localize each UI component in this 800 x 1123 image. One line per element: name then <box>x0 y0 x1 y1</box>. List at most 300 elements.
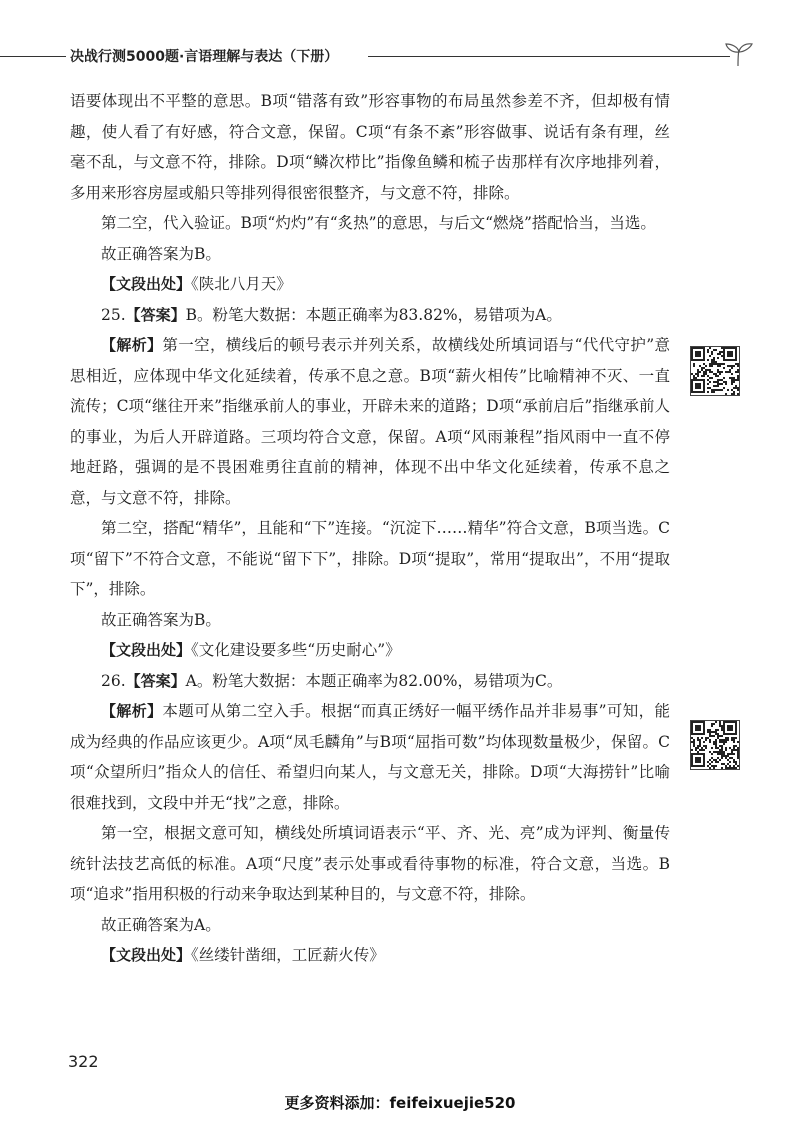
qr-module <box>713 751 715 753</box>
qr-module <box>711 377 713 379</box>
qr-module <box>709 371 711 373</box>
source-tag: 【文段出处】 <box>101 641 192 659</box>
qr-module <box>699 371 701 373</box>
qr-module <box>709 741 711 743</box>
qr-module <box>715 375 717 377</box>
qr-module <box>733 761 735 763</box>
qr-module <box>707 383 709 385</box>
page-header <box>0 42 800 70</box>
qr-module <box>709 355 711 357</box>
qr-module <box>737 365 739 367</box>
qr-module <box>721 725 723 727</box>
qr-module <box>715 745 717 747</box>
qr-module <box>711 761 713 763</box>
qr-module <box>735 745 737 747</box>
qr-module <box>707 731 709 733</box>
qr-module <box>735 385 737 387</box>
qr-module <box>713 743 715 745</box>
qr-module <box>691 373 693 375</box>
qr-module <box>733 767 735 769</box>
qr-module <box>735 371 737 373</box>
qr-module <box>721 757 723 759</box>
qr-module <box>719 365 721 367</box>
qr-module <box>707 765 709 767</box>
qr-module <box>731 753 733 755</box>
qr-module <box>707 729 709 731</box>
qr-module <box>691 741 693 743</box>
qr-module <box>717 753 719 755</box>
qr-module <box>721 745 723 747</box>
qr-module <box>733 381 735 383</box>
qr-module <box>733 379 735 381</box>
qr-module <box>719 749 721 751</box>
qr-module <box>737 741 739 743</box>
qr-module <box>721 753 723 755</box>
qr-module <box>711 363 713 365</box>
qr-module <box>719 759 721 761</box>
qr-module <box>693 363 695 365</box>
qr-module <box>731 381 733 383</box>
qr-module <box>719 745 721 747</box>
qr-module <box>721 735 723 737</box>
qr-module <box>727 755 729 757</box>
qr-module <box>713 381 715 383</box>
qr-finder-inner <box>695 351 701 357</box>
answer-tag: 【答案】 <box>125 671 186 690</box>
qr-module <box>731 767 733 769</box>
paragraph-q26-answer-line <box>70 666 670 697</box>
qr-module <box>717 737 719 739</box>
qr-module <box>725 747 727 749</box>
qr-module <box>707 737 709 739</box>
qr-module <box>715 759 717 761</box>
qr-module <box>707 375 709 377</box>
qr-module <box>711 391 713 393</box>
qr-module <box>697 737 699 739</box>
qr-module <box>701 369 703 371</box>
qr-module <box>709 377 711 379</box>
qr-module <box>705 371 707 373</box>
qr-module <box>719 751 721 753</box>
qr-module <box>737 753 739 755</box>
qr-module <box>733 749 735 751</box>
qr-module <box>709 729 711 731</box>
qr-module <box>717 729 719 731</box>
qr-module <box>717 761 719 763</box>
qr-module <box>715 731 717 733</box>
qr-module <box>701 367 703 369</box>
qr-module <box>709 759 711 761</box>
qr-module <box>715 733 717 735</box>
qr-module <box>723 363 725 365</box>
qr-module <box>717 735 719 737</box>
qr-module <box>723 751 725 753</box>
qr-module <box>721 351 723 353</box>
qr-module <box>733 737 735 739</box>
paragraph-q24-answer: 故正确答案为B。 <box>101 244 221 263</box>
qr-module <box>711 351 713 353</box>
qr-module <box>715 741 717 743</box>
qr-module <box>729 757 731 759</box>
answer-tag: 【答案】 <box>125 305 186 324</box>
qr-module <box>713 357 715 359</box>
qr-module <box>733 391 735 393</box>
qr-module <box>717 733 719 735</box>
qr-module <box>709 363 711 365</box>
qr-module <box>725 739 727 741</box>
qr-module <box>725 749 727 751</box>
qr-module <box>715 373 717 375</box>
qr-finder-inner <box>727 725 733 731</box>
qr-module <box>719 725 721 727</box>
qr-module <box>697 739 699 741</box>
qr-module <box>731 749 733 751</box>
qr-module <box>693 377 695 379</box>
qr-module <box>725 371 727 373</box>
qr-module <box>719 353 721 355</box>
qr-module <box>697 745 699 747</box>
qr-module <box>729 371 731 373</box>
qr-module <box>733 747 735 749</box>
qr-module <box>731 751 733 753</box>
paragraph-q24-second-blank: 第二空，代入验证。B项“灼灼”有“炙热”的意思，与后文“燃烧”搭配恰当，当选。 <box>101 214 656 232</box>
qr-module <box>717 385 719 387</box>
qr-module <box>691 749 693 751</box>
qr-module <box>731 739 733 741</box>
analysis-text: 本题可从第二空入手。根据“而真正绣好一幅平绣作品并非易事”可知，能成为经典的作品应该更少。A项“凤毛麟角”与B项“屈指可数”均体现数量极少，保留。C项“众望所归”指众人的信任、希望归向某人，与文意无关，排除。D项“大海捞针”比喻很难找到，文段中并无“找”之意，排除。 <box>70 702 670 812</box>
qr-module <box>717 751 719 753</box>
qr-module <box>727 365 729 367</box>
qr-module <box>715 747 717 749</box>
qr-module <box>693 741 695 743</box>
qr-module <box>711 765 713 767</box>
qr-module <box>707 387 709 389</box>
qr-module <box>709 767 711 769</box>
qr-module <box>733 377 735 379</box>
qr-module <box>699 749 701 751</box>
qr-module <box>701 375 703 377</box>
qr-module <box>697 371 699 373</box>
qr-module <box>707 349 709 351</box>
qr-module <box>723 377 725 379</box>
qr-module <box>721 755 723 757</box>
qr-module <box>717 383 719 385</box>
qr-module <box>717 757 719 759</box>
qr-module <box>733 765 735 767</box>
qr-module <box>701 747 703 749</box>
qr-module <box>735 379 737 381</box>
qr-module <box>737 363 739 365</box>
header-rule-right <box>368 56 730 57</box>
qr-module <box>717 353 719 355</box>
qr-module <box>731 377 733 379</box>
qr-module <box>723 743 725 745</box>
qr-module <box>713 731 715 733</box>
qr-module <box>703 363 705 365</box>
qr-module <box>713 389 715 391</box>
qr-module <box>707 391 709 393</box>
qr-module <box>705 737 707 739</box>
qr-module <box>705 747 707 749</box>
qr-module <box>715 361 717 363</box>
qr-module <box>717 357 719 359</box>
qr-module <box>711 371 713 373</box>
qr-module <box>699 365 701 367</box>
qr-module <box>737 755 739 757</box>
qr-module <box>695 747 697 749</box>
source-tag: 【文段出处】 <box>101 275 192 293</box>
qr-module <box>707 369 709 371</box>
qr-module <box>715 389 717 391</box>
qr-module <box>725 741 727 743</box>
qr-module <box>719 735 721 737</box>
qr-module <box>717 363 719 365</box>
qr-module <box>709 739 711 741</box>
qr-module <box>731 367 733 369</box>
qr-module <box>703 371 705 373</box>
qr-module <box>693 743 695 745</box>
qr-module <box>737 757 739 759</box>
qr-module <box>715 381 717 383</box>
qr-module <box>705 739 707 741</box>
question-number: 25. <box>101 305 126 324</box>
analysis-tag: 【解析】 <box>101 702 163 720</box>
qr-module <box>721 751 723 753</box>
qr-module <box>711 725 713 727</box>
qr-module <box>719 389 721 391</box>
qr-module <box>721 739 723 741</box>
qr-module <box>729 377 731 379</box>
qr-module <box>695 377 697 379</box>
qr-module <box>719 379 721 381</box>
qr-module <box>721 355 723 357</box>
qr-module <box>719 363 721 365</box>
qr-module <box>727 763 729 765</box>
qr-module <box>705 373 707 375</box>
paragraph-q26-first-blank: 第一空，根据文意可知，横线处所填词语表示“平、齐、光、亮”成为评判、衡量传统针法技艺高低的标准。A项“尺度”表示处事或看待事物的标准，符合文意，当选。B项“追求”指用积极的行动来争取达到某种目的，与文意不符，排除。 <box>70 824 670 903</box>
footer-note: 更多资料添加：feifeixuejie520 <box>284 1094 516 1112</box>
qr-module <box>703 745 705 747</box>
qr-module <box>719 721 721 723</box>
paragraph-q25-analysis <box>70 330 670 513</box>
paragraph-q25-source <box>70 635 670 666</box>
qr-module <box>721 371 723 373</box>
qr-module <box>699 739 701 741</box>
qr-module <box>693 375 695 377</box>
qr-module <box>709 731 711 733</box>
qr-code-icon[interactable] <box>690 720 740 770</box>
qr-module <box>725 393 727 395</box>
source-tag: 【文段出处】 <box>101 946 192 964</box>
qr-module <box>709 347 711 349</box>
page-content <box>70 86 670 971</box>
qr-module <box>727 389 729 391</box>
qr-module <box>737 371 739 373</box>
qr-module <box>721 363 723 365</box>
qr-module <box>733 739 735 741</box>
paragraph-q24-source <box>70 269 670 300</box>
qr-module <box>735 387 737 389</box>
qr-module <box>713 363 715 365</box>
page-number: 322 <box>68 1052 99 1071</box>
qr-module <box>713 765 715 767</box>
qr-module <box>703 367 705 369</box>
qr-module <box>723 381 725 383</box>
qr-module <box>717 365 719 367</box>
qr-module <box>715 761 717 763</box>
question-number: 26. <box>101 671 126 690</box>
qr-module <box>709 751 711 753</box>
qr-module <box>707 761 709 763</box>
qr-finder-inner <box>695 383 701 389</box>
qr-module <box>697 373 699 375</box>
qr-module <box>697 747 699 749</box>
qr-module <box>727 371 729 373</box>
qr-module <box>723 367 725 369</box>
qr-module <box>735 363 737 365</box>
qr-finder-inner <box>695 757 701 763</box>
answer-text: B。粉笔大数据：本题正确率为83.82%，易错项为A。 <box>185 305 562 324</box>
qr-module <box>729 365 731 367</box>
qr-module <box>693 745 695 747</box>
qr-module <box>727 739 729 741</box>
qr-module <box>711 389 713 391</box>
qr-module <box>719 753 721 755</box>
qr-module <box>711 757 713 759</box>
qr-module <box>721 383 723 385</box>
qr-module <box>713 741 715 743</box>
qr-module <box>717 389 719 391</box>
qr-module <box>721 379 723 381</box>
qr-module <box>719 383 721 385</box>
qr-module <box>735 761 737 763</box>
qr-module <box>709 735 711 737</box>
qr-module <box>695 373 697 375</box>
qr-module <box>729 369 731 371</box>
qr-module <box>731 393 733 395</box>
qr-module <box>717 381 719 383</box>
qr-module <box>699 745 701 747</box>
qr-module <box>725 757 727 759</box>
qr-finder-inner <box>695 725 701 731</box>
qr-module <box>711 747 713 749</box>
qr-module <box>713 373 715 375</box>
qr-module <box>713 391 715 393</box>
qr-module <box>713 349 715 351</box>
qr-module <box>735 737 737 739</box>
qr-module <box>729 747 731 749</box>
source-title: 《丝缕针凿细，工匠薪火传》 <box>191 946 385 964</box>
qr-module <box>725 755 727 757</box>
qr-module <box>715 385 717 387</box>
qr-module <box>705 365 707 367</box>
source-title: 《文化建设要多些“历史耐心”》 <box>191 641 401 659</box>
qr-module <box>709 763 711 765</box>
qr-module <box>709 733 711 735</box>
qr-module <box>703 375 705 377</box>
qr-module <box>715 721 717 723</box>
qr-module <box>691 737 693 739</box>
qr-module <box>723 753 725 755</box>
qr-module <box>717 379 719 381</box>
qr-module <box>723 387 725 389</box>
header-rule-left <box>0 56 66 57</box>
qr-module <box>717 369 719 371</box>
qr-module <box>709 381 711 383</box>
qr-code-icon[interactable] <box>690 346 740 396</box>
qr-module <box>713 361 715 363</box>
qr-module <box>729 767 731 769</box>
qr-module <box>737 369 739 371</box>
qr-module <box>693 365 695 367</box>
qr-module <box>709 369 711 371</box>
qr-module <box>727 753 729 755</box>
qr-module <box>713 767 715 769</box>
qr-module <box>719 351 721 353</box>
qr-module <box>721 747 723 749</box>
qr-module <box>711 731 713 733</box>
qr-module <box>737 393 739 395</box>
qr-module <box>737 375 739 377</box>
qr-module <box>721 729 723 731</box>
qr-module <box>731 365 733 367</box>
qr-module <box>713 359 715 361</box>
qr-module <box>737 379 739 381</box>
paragraph-q25-answer: 故正确答案为B。 <box>101 610 221 629</box>
qr-module <box>711 723 713 725</box>
qr-module <box>735 767 737 769</box>
qr-module <box>719 741 721 743</box>
qr-module <box>735 749 737 751</box>
qr-module <box>693 739 695 741</box>
qr-module <box>721 741 723 743</box>
qr-module <box>721 749 723 751</box>
qr-module <box>735 763 737 765</box>
qr-module <box>721 727 723 729</box>
qr-module <box>717 371 719 373</box>
qr-module <box>719 371 721 373</box>
qr-module <box>731 373 733 375</box>
qr-module <box>727 737 729 739</box>
qr-module <box>725 767 727 769</box>
qr-module <box>731 757 733 759</box>
qr-module <box>731 737 733 739</box>
qr-module <box>719 373 721 375</box>
header-title: 决战行测5000题·言语理解与表达（下册） <box>70 49 339 65</box>
qr-module <box>727 759 729 761</box>
paragraph-q26-analysis <box>70 696 670 818</box>
qr-module <box>695 749 697 751</box>
qr-module <box>713 723 715 725</box>
qr-module <box>715 739 717 741</box>
qr-module <box>707 379 709 381</box>
qr-module <box>725 383 727 385</box>
qr-module <box>721 347 723 349</box>
qr-module <box>729 761 731 763</box>
qr-module <box>731 389 733 391</box>
qr-module <box>707 359 709 361</box>
qr-module <box>723 763 725 765</box>
qr-module <box>737 387 739 389</box>
sprout-leaf-icon <box>722 42 756 72</box>
qr-module <box>737 389 739 391</box>
analysis-text: 第一空，横线后的顿号表示并列关系，故横线处所填词语与“代代守护”意思相近，应体现中华文化延续着，传承不息之意。B项“薪火相传”比喻精神不灭、一直流传；C项“继往开来”指继承前人的事业，开辟未来的道路；D项“承前启后”指继承前人的事业，为后人开辟道路。三项均符合文意，保留。A项“风雨兼程”指风雨中一直不停地赶路，强调的是不畏困难勇往直前的精神，体现不出中华文化延续着，传承不息之意，与文意不符，排除。 <box>70 336 670 507</box>
qr-module <box>713 385 715 387</box>
qr-module <box>737 747 739 749</box>
qr-module <box>705 745 707 747</box>
qr-module <box>711 359 713 361</box>
qr-module <box>709 387 711 389</box>
